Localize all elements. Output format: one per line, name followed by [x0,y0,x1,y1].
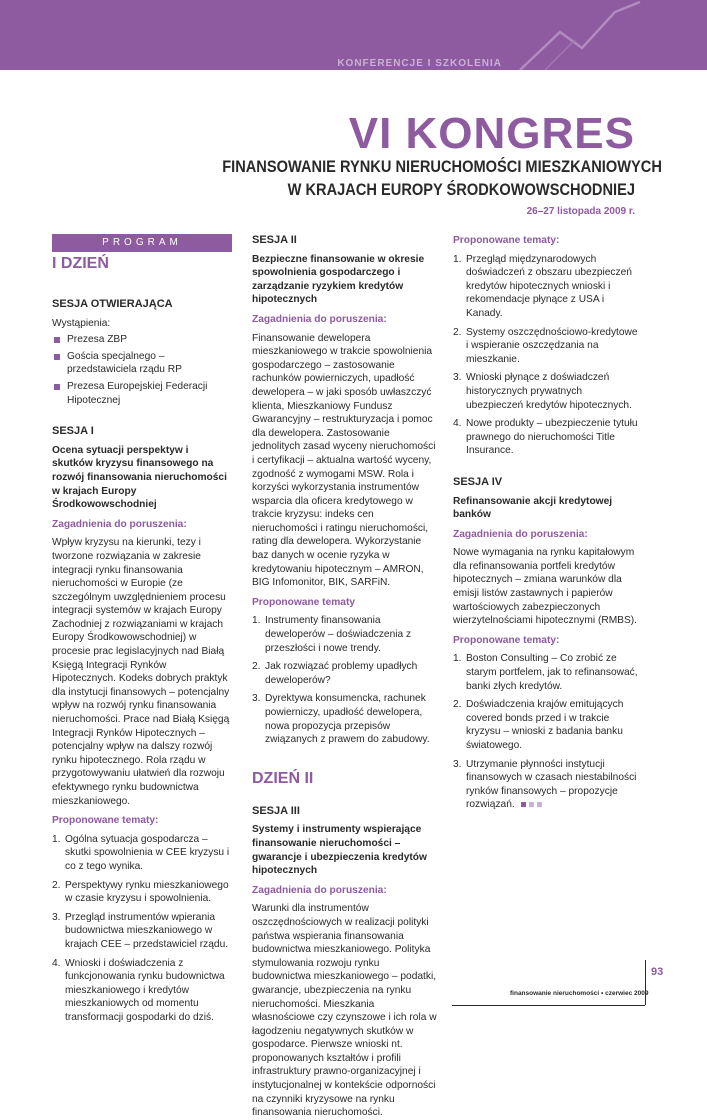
topics-heading: Zagadnienia do poruszenia: [252,884,387,896]
end-marker-icon [521,798,545,812]
session-4-body: Nowe wymagania na rynku kapitałowym dla refinansowania portfeli kredytów hipotecznych – zmiana warunków dla emisji listów zastawnych i papierów wartościowych zabezpieczonych wierzytelnościami hipotecznymi (RMBS). [453,547,637,627]
proposed-heading: Proponowane tematy [252,596,356,608]
footer-rule [452,1005,645,1006]
page-number: 93 [651,966,664,978]
list-item: 3. Utrzymanie płynności instytucji finansowych w czasach niestabilności rynków finansowych – propozycje rozwiązań. [453,758,637,811]
session-2-body: Finansowanie dewelopera mieszkaniowego w trakcie spowolnienia gospodarczego – zastosowanie rachunków powierniczych, upadłość dewelopera – w jaki sposób uwłaszczyć klienta, Mieszkaniowy Fundusz Gwarancyjny – restrukturyzacja i pomoc dla dewelopera. Zastosowanie jednolitych zasad wyceny nieruchomości i certyfikacji – aktualna wartość wyceny, zgodność z wymogami MSW. Rola i korzyści wykorzystania instrumentów wsparcia dla oficera kredytowego w trakcie kryzysu: indeks cen nieruchomości i ratingu nieruchomości, rating dla dewelopera. Wykorzystanie baz danych w ocenie ryzyka w kredytowaniu hipotecznym – AMRON, BIG Infomonitor, BIK, SARFiN. [252,332,436,589]
session-3-title: Systemy i instrumenty wspierające finansowanie nieruchomości – gwarancje i ubezpieczenia kredytów hipotecznych [252,824,427,877]
list-item: 2. Doświadczenia krajów emitujących covered bonds przed i w trakcie kryzysu – wnioski z badania banku światowego. [453,699,624,751]
subtitle-line: W KRAJACH EUROPY ŚRODKOWOWSCHODNIEJ [287,180,635,199]
footer-rule-vertical [645,960,646,1005]
publication-footer: finansowanie nieruchomości • czerwiec 2009 [510,990,649,997]
subtitle-line: FINANSOWANIE RYNKU NIERUCHOMOŚCI MIESZKANIOWYCH [222,157,662,176]
session-2-title: Bezpieczne finansowanie w okresie spowolnienia gospodarczego i zarządzanie ryzykiem kredytów hipotecznych [252,253,425,306]
session-1-body: Wpływ kryzysu na kierunki, tezy i tworzone rozwiązania w zakresie integracji rynku finansowania nieruchomości w Europie (ze szczególnym uwzględnieniem procesu integracji systemów w krajach Europy Zachodniej z rozwiązaniami w krajach Europy Środkowowschodniej) w procesie prac legislacyjnych nad Białą Księgą Integracji Rynków Hipotecznych. Kodeks dobrych praktyk dla instytucji finansowych – potencjalny wpływ na rozwój rynku finansowania nieruchomości. Prace nad Białą Księgą Integracji Rynków Hipotecznych – potencjalny wpływ na dalszy rozwój rynku hipotecznego. Rola rządu w przygotowywaniu ułatwień dla rozwoju efektywnego rynku budownictwa mieszkaniowego. [52,537,230,807]
session-4-title: Refinansowanie akcji kredytowej banków [453,495,613,521]
column-1 [52,234,232,1030]
bullet-icon [54,354,60,360]
section-label: KONFERENCJE I SZKOLENIA [337,58,502,69]
session-2-name: SESJA II [252,234,297,246]
session-3-name: SESJA III [252,804,300,817]
column-2 [252,234,437,1120]
list-item: Prezesa Europejskiej Federacji Hipotecznej [52,380,232,407]
event-date: 26–27 listopada 2009 r. [526,206,635,217]
list-item: 1. Ogólna sytuacja gospodarcza – skutki spowolnienia w CEE kryzysu i co z tego wynika. [52,833,230,872]
list-item: Gościa specjalnego – przedstawiciela rządu RP [52,350,232,377]
list-item: 1. Przegląd międzynarodowych doświadczeń z obszaru ubezpieczeń kredytów hipotecznych wnioski i rekomendacje płynące z USA i Kanady. [453,253,632,319]
list-item: 3. Wnioski płynące z doświadczeń historycznych prywatnych ubezpieczeń kredytów hipotecznych. [453,372,632,411]
bullet-icon [54,384,60,390]
proposed-heading: Proponowane tematy: [52,815,159,827]
list-item: 2. Jak rozwiązać problemy upadłych deweloperów? [252,661,418,686]
session-1-title: Ocena sytuacji perspektyw i skutków kryzysu finansowego na rozwój finansowania nieruchomości w krajach Europy Środkowowschodniej [52,444,227,511]
proposed-heading: Proponowane tematy: [453,634,560,646]
day-1-heading: I DZIEŃ [52,255,109,272]
list-item: 2. Perspektywy rynku mieszkaniowego w czasie kryzysu i spowolnienia. [52,879,229,905]
opening-intro: Wystąpienia: [52,317,111,329]
session-4-name: SESJA IV [453,475,503,488]
list-item: 1. Boston Consulting – Co zrobić ze starym portfelem, jak to refinansować, banki złych kredytów. [453,653,638,692]
list-item: 3. Dyrektywa konsumencka, rachunek powierniczy, upadłość dewelopera, nowa propozycja przepisów związanych z prawem do zabudowy. [252,693,430,746]
session-1-name: SESJA I [52,425,94,438]
session-3-topics [453,253,638,458]
list-item: Prezesa ZBP [52,333,232,347]
session-4-topics [453,652,638,812]
column-3 [453,234,638,817]
day-2-heading: DZIEŃ II [252,769,314,787]
list-item: 1. Instrumenty finansowania deweloperów – doświadczenia z przeszłości i nowe trendy. [252,615,412,654]
bullet-icon [54,337,60,343]
session-2-topics [252,614,437,746]
list-item: 4. Wnioski i doświadczenia z funkcjonowania rynku budownictwa mieszkaniowego i kredytów mieszkaniowych od momentu transformacji gospodarki do dziś. [52,957,225,1023]
list-item: 2. Systemy oszczędnościowo-kredytowe i wspieranie oszczędzania na mieszkanie. [453,326,638,365]
opening-session-title: SESJA OTWIERAJĄCA [52,298,173,310]
topics-heading: Zagadnienia do poruszenia: [52,518,187,530]
page-title: VI KONGRES [348,109,635,158]
list-item: 3. Przegląd instrumentów wpierania budownictwa mieszkaniowego w krajach CEE – przedstawiciel rządu. [52,911,229,950]
topics-heading: Zagadnienia do poruszenia: [252,313,387,325]
topics-heading: Zagadnienia do poruszenia: [453,528,588,540]
proposed-heading: Proponowane tematy: [453,235,560,246]
session-3-body: Warunki dla instrumentów oszczędnościowych w realizacji polityki państwa wspierania finansowania budownictwa mieszkaniowego. Polityka stymulowania rozwoju rynku budownictwa mieszkaniowego – podatki, gwarancje, ubezpieczenia na rynku nieruchomości. Mieszkania własnościowe czy czynszowe i ich rola w łagodzeniu negatywnych skutków w gospodarce. Pierwsze wnioski nt. proponowanych kształtów i profili infrastruktury prawno-organizacyjnej i instytucjonalnej w kontekście odporności na czynniki kryzysowe na rynku finansowania nieruchomości. [252,903,437,1119]
list-item: 4. Nowe produkty – ubezpieczenie tytułu prawnego do nieruchomości Title Insurance. [453,418,638,457]
page-subtitle [222,155,662,201]
session-1-topics [52,833,232,1025]
program-label: PROGRAM [52,234,232,252]
